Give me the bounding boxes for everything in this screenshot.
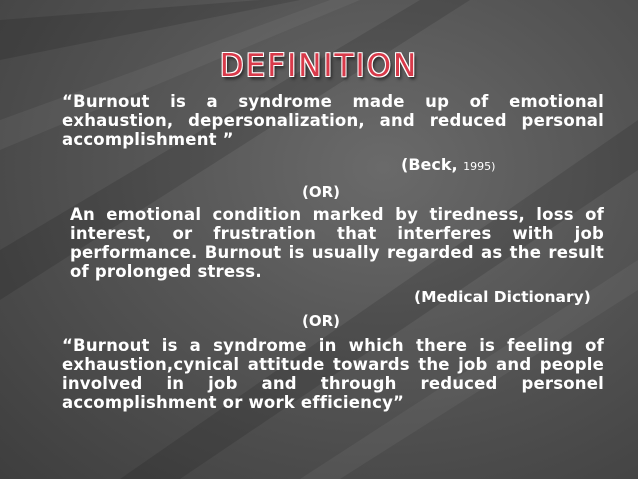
burnout-definition-2: An emotional condition marked by tiredness, loss of interest, or frustration that interferes with job performance. Burnout is usually regarded as the result of prolonged stress. [70, 205, 604, 281]
quote-1-text: “Burnout is a syndrome made up of emotional exhaustion, depersonalization, and reduced personal accomplishment ” [62, 92, 604, 149]
burnout-quote-3: “Burnout is a syndrome in which there is feeling of exhaustion,cynical attitude towards the job and people involved in job and through reduced personel accomplishment or work efficiency” [62, 336, 604, 412]
or-separator-2: (OR) [302, 312, 341, 330]
or-separator-1: (OR) [302, 183, 341, 201]
citation-beck-name: (Beck, [401, 155, 464, 174]
citation-beck [401, 155, 495, 174]
slide-title: DEFINITION [219, 48, 419, 84]
citation-beck-year: 1995) [463, 160, 496, 173]
citation-medical-dictionary: (Medical Dictionary) [414, 288, 591, 306]
burnout-quote-1 [62, 92, 604, 149]
